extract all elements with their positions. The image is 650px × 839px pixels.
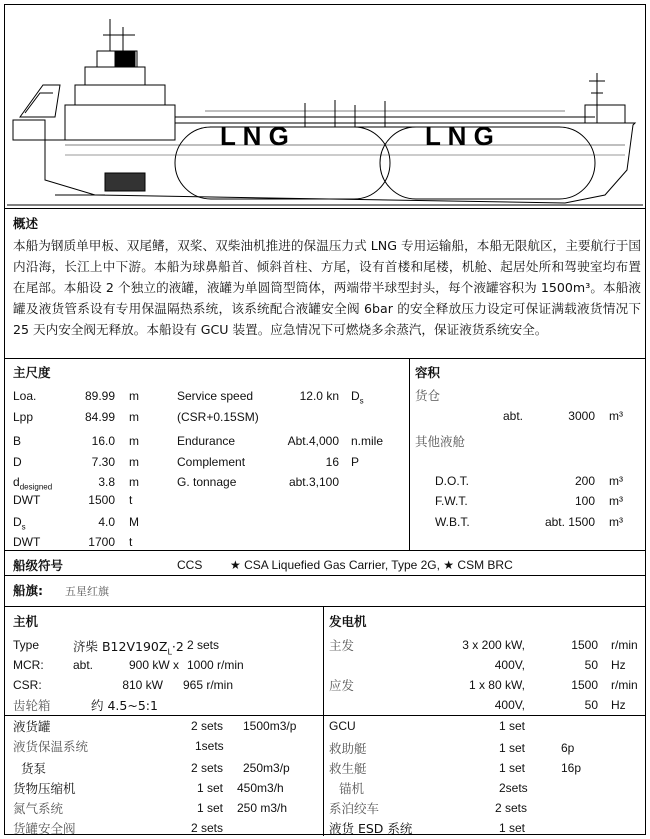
dim-unit: t: [129, 535, 133, 549]
emergency-generator-hz: 50: [584, 698, 598, 712]
dim-value: 89.99: [84, 389, 115, 403]
dim-unit: m: [129, 389, 139, 403]
overview-paragraph: 本船为钢质单甲板、双尾鳍，双桨、双柴油机推进的保温压力式 LNG 专用运输船，本船无限航区，主要航行于国内沿海，长江上中下游。本船为球鼻船首、倾斜首柱、方尾，设有首楼和尾楼，机舱、起居处所和驾驶室均布置在尾部。本船设 2 个独立的液罐，液罐为单圆筒型筒体，两端带半球型封头，每个液罐容积为 1500m³。本船液罐及液货管系设有专用保温隔热系统，该系统配合液罐安全阀 6bar 的安全释放压力设定可保证满载液货情况下 25 天内安全阀无释放。本船设有 GCU 装置。应急情况下可燃烧多余蒸汽，保证液货系统安全。: [13, 238, 641, 337]
equipment-spec: 250m3/p: [243, 761, 290, 775]
equipment-label: 救生艇: [329, 761, 367, 776]
dim-label: $D_s$: [13, 515, 26, 532]
dim-unit: M: [129, 515, 139, 529]
class-notation-label: 船级符号: [13, 558, 64, 573]
overview-title: 概述: [13, 216, 39, 231]
perf-label: (CSR+0.15SM): [177, 410, 259, 424]
emergency-generator-spec: 1 x 80 kW,: [468, 678, 525, 692]
tank-label: D.O.T.: [435, 474, 470, 488]
tank-value: abt. 1500: [544, 515, 595, 529]
main-generator-voltage: 400V,: [494, 658, 525, 672]
tank-unit: m³: [609, 494, 623, 508]
cargo-hold-unit: m³: [609, 409, 623, 423]
equipment-label: 货泵: [21, 761, 47, 776]
mcr-label: MCR:: [13, 658, 44, 672]
main-engine-title: 主机: [13, 614, 39, 629]
csr-rpm: 965 r/min: [183, 678, 234, 692]
emergency-generator-rpm-unit: r/min: [611, 678, 638, 692]
dim-unit: m: [129, 475, 139, 489]
dim-unit: m: [129, 434, 139, 448]
dim-label: Lpp: [13, 410, 34, 424]
emergency-generator-rpm: 1500: [571, 678, 598, 692]
dim-value: 7.30: [91, 455, 115, 469]
tank-value: 100: [574, 494, 595, 508]
perf-unit: n.mile: [351, 434, 384, 448]
main-generator-label: 主发: [329, 638, 355, 653]
main-generator-rpm-unit: r/min: [611, 638, 638, 652]
dim-value: 84.99: [84, 410, 115, 424]
perf-value: abt.3,100: [288, 475, 339, 489]
dim-value: 1500: [88, 493, 115, 507]
perf-unit: P: [351, 455, 360, 469]
perf-unit: $D_s$: [351, 389, 364, 406]
tank-label: F.W.T.: [435, 494, 468, 508]
main-generator-rpm: 1500: [571, 638, 598, 652]
capacity-title: 容积: [415, 365, 441, 380]
equipment-qty: 2 sets: [495, 801, 528, 815]
equipment-qty: 1 set: [499, 761, 526, 775]
perf-value: Abt.4,000: [287, 434, 339, 448]
dim-label: DWT: [13, 493, 41, 507]
cargo-hold-prefix: abt.: [503, 409, 524, 423]
emergency-generator-hz-unit: Hz: [611, 698, 626, 712]
equipment-spec: 16p: [561, 761, 582, 775]
csr-power: 810 kW: [122, 678, 163, 692]
mcr-rpm: 1000 r/min: [187, 658, 244, 672]
tank-label-fwd: L N G: [425, 121, 494, 151]
dim-label: B: [13, 434, 22, 448]
equipment-qty: 2sets: [499, 781, 528, 795]
emergency-generator-voltage: 400V,: [494, 698, 525, 712]
perf-label: G. tonnage: [177, 475, 237, 489]
perf-value: 16: [325, 455, 339, 469]
tank-label: W.B.T.: [435, 515, 470, 529]
mcr-power: 900 kW x: [128, 658, 179, 672]
mcr-prefix: abt.: [73, 658, 94, 672]
dim-value: 1700: [88, 535, 115, 549]
equipment-qty: 1 set: [197, 781, 224, 795]
tank-label-aft: L N G: [220, 121, 289, 151]
equipment-label: GCU: [329, 719, 356, 733]
engine-type-sets: 2 sets: [187, 638, 220, 652]
gearbox-label: 齿轮箱: [13, 698, 51, 713]
equipment-qty: 1sets: [195, 739, 224, 753]
equipment-qty: 2 sets: [191, 821, 224, 835]
cargo-hold-value: 3000: [568, 409, 595, 423]
dim-unit: m: [129, 455, 139, 469]
equipment-qty: 1 set: [499, 821, 526, 835]
equipment-label: 锚机: [339, 781, 365, 796]
dim-label: DWT: [13, 535, 41, 549]
equipment-qty: 2 sets: [191, 719, 224, 733]
generator-title: 发电机: [329, 614, 367, 629]
tank-unit: m³: [609, 515, 623, 529]
other-tanks-label: 其他液舱: [415, 434, 466, 449]
dim-value: 3.8: [98, 475, 115, 489]
equipment-spec: 450m3/h: [237, 781, 284, 795]
engine-type-label: Type: [13, 638, 40, 652]
equipment-label: 液货保温系统: [13, 739, 89, 754]
dim-value: 16.0: [91, 434, 115, 448]
class-notation: ★ CSA Liquefied Gas Carrier, Type 2G, ★ CSM BRC: [230, 558, 513, 572]
tank-value: 200: [574, 474, 595, 488]
dim-unit: t: [129, 493, 133, 507]
dim-label: $d_{designed}$: [13, 475, 53, 492]
ship-profile-drawing: [5, 5, 645, 208]
flag-value: 五星红旗: [65, 585, 109, 598]
dim-value: 4.0: [98, 515, 115, 529]
main-generator-hz-unit: Hz: [611, 658, 626, 672]
class-society: CCS: [177, 558, 203, 572]
equipment-spec: 1500m3/p: [243, 719, 297, 733]
gearbox-ratio: 约 4.5~5:1: [91, 698, 158, 713]
dim-unit: m: [129, 410, 139, 424]
perf-value: 12.0 kn: [299, 389, 339, 403]
equipment-label: 液货罐: [13, 719, 51, 734]
equipment-qty: 1 set: [499, 741, 526, 755]
equipment-qty: 1 set: [499, 719, 526, 733]
spec-sheet: [4, 4, 646, 835]
main-generator-hz: 50: [584, 658, 598, 672]
equipment-label: 系泊绞车: [329, 801, 380, 816]
engine-type-value: 济柴 $B12V190Z_L\cdot 2$: [73, 639, 184, 657]
equipment-label: 救助艇: [329, 741, 367, 756]
perf-label: Complement: [177, 455, 246, 469]
perf-label: Service speed: [177, 389, 254, 403]
equipment-spec: 6p: [561, 741, 575, 755]
equipment-label: 货物压缩机: [13, 781, 76, 796]
equipment-qty: 2 sets: [191, 761, 224, 775]
dim-label: Loa.: [13, 389, 37, 403]
equipment-label: 货罐安全阀: [13, 821, 76, 836]
emergency-generator-label: 应发: [329, 678, 355, 693]
flag-label: 船旗:: [13, 583, 43, 598]
tank-unit: m³: [609, 474, 623, 488]
equipment-label: 液货 ESD 系统: [329, 821, 413, 836]
dim-label: D: [13, 455, 22, 469]
equipment-label: 氮气系统: [13, 801, 64, 816]
csr-label: CSR:: [13, 678, 42, 692]
equipment-qty: 1 set: [197, 801, 224, 815]
main-generator-spec: 3 x 200 kW,: [462, 638, 525, 652]
dimensions-title: 主尺度: [13, 365, 51, 380]
equipment-spec: 250 m3/h: [237, 801, 288, 815]
perf-label: Endurance: [177, 434, 236, 448]
cargo-hold-label: 货仓: [415, 388, 441, 403]
